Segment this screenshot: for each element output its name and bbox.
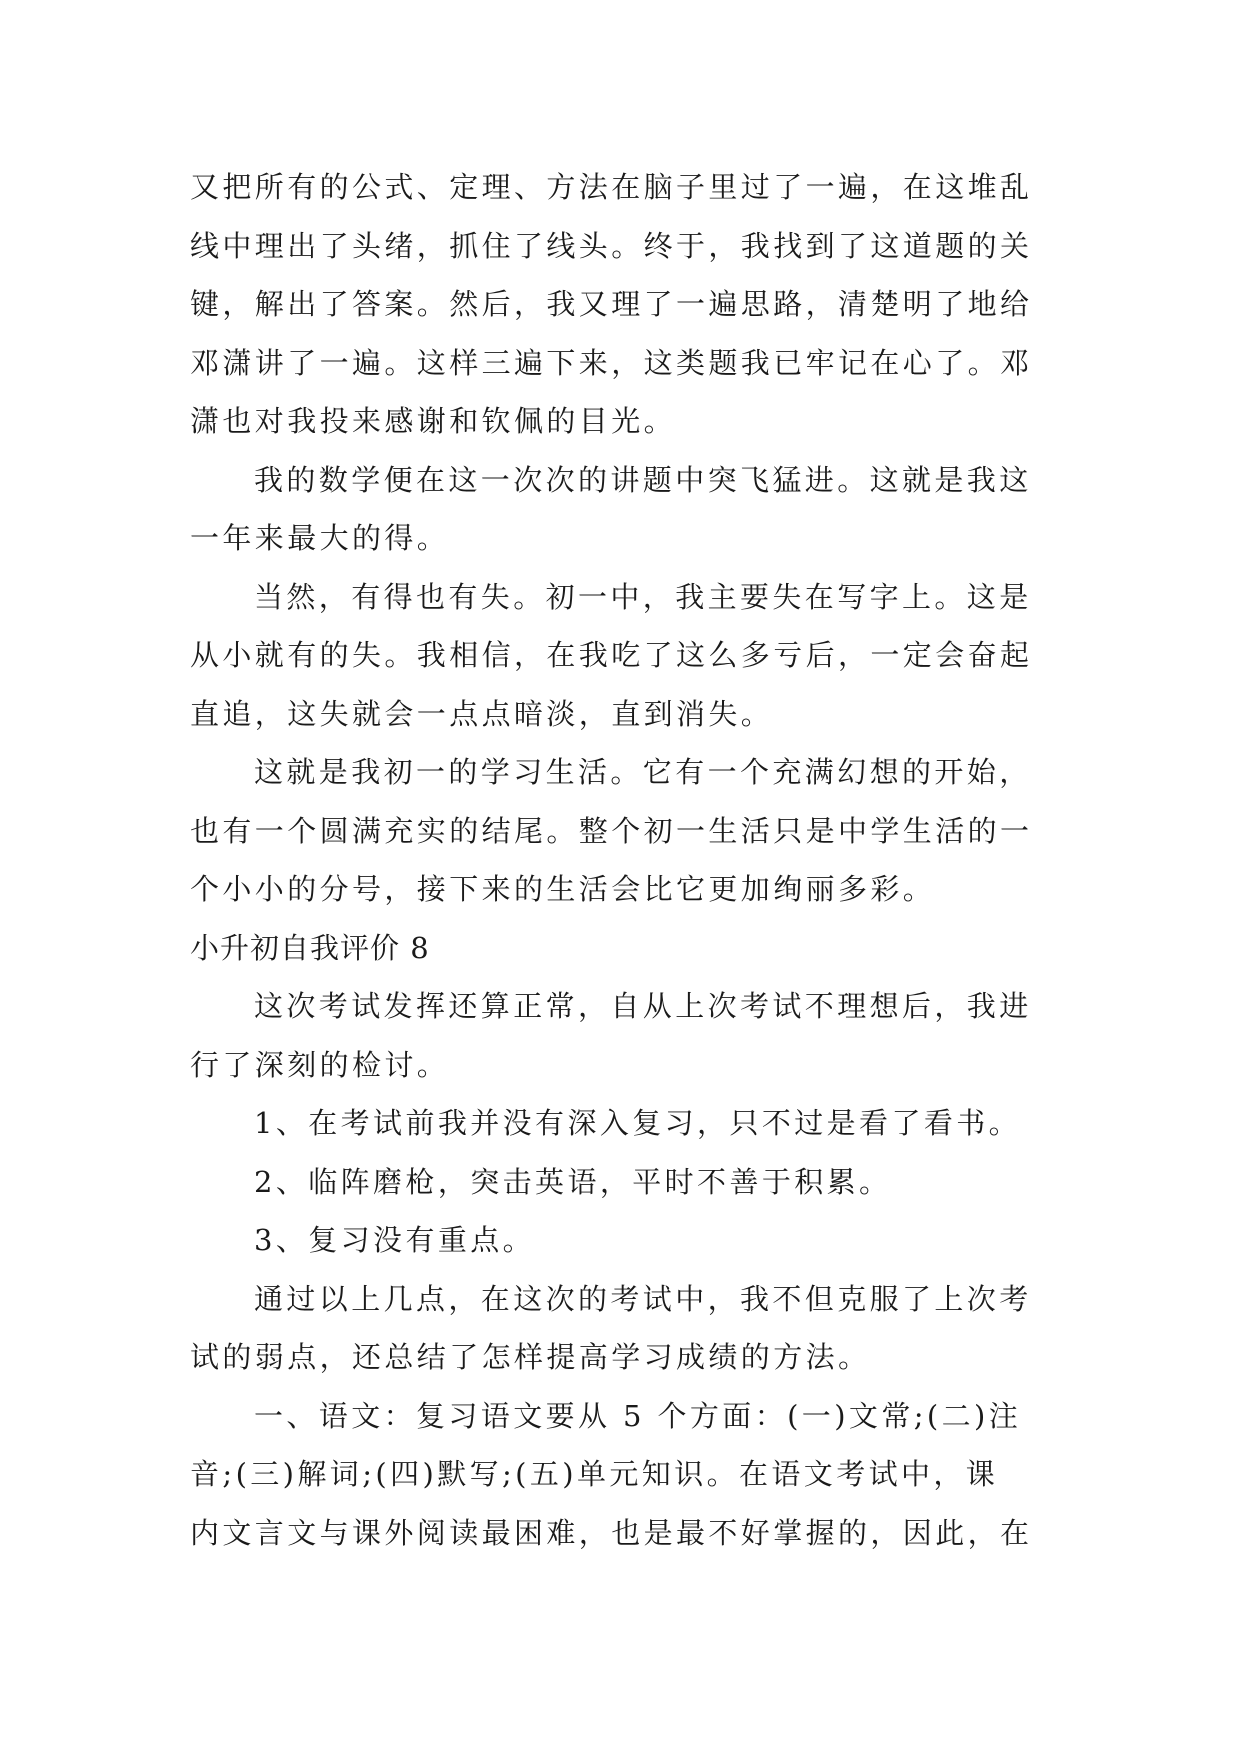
text-line: 行了深刻的检讨。 <box>190 1047 450 1082</box>
section-heading: 小升初自我评价 8 <box>190 930 430 965</box>
list-item: 2、临阵磨枪，突击英语，平时不善于积累。 <box>254 1164 892 1199</box>
text-line: 潇也对我投来感谢和钦佩的目光。 <box>190 404 677 438</box>
text-line: 键，解出了答案。然后，我又理了一遍思路，清楚明了地给 <box>190 287 1033 321</box>
text-line: 当然，有得也有失。初一中，我主要失在写字上。这是 <box>254 579 1032 614</box>
text-line: 一、语文：复习语文要从 5 个方面：(一)文常;(二)注 <box>254 1398 1022 1433</box>
text-line: 通过以上几点，在这次的考试中，我不但克服了上次考 <box>254 1281 1032 1316</box>
text-line: 内文言文与课外阅读最困难，也是最不好掌握的，因此，在 <box>190 1515 1033 1550</box>
text-line: 一年来最大的得。 <box>190 521 450 555</box>
body-text <box>190 158 1070 1562</box>
text-line: 音;(三)解词;(四)默写;(五)单元知识。在语文考试中，课 <box>190 1457 999 1491</box>
text-line: 直追，这失就会一点点暗淡，直到消失。 <box>190 696 774 731</box>
text-line: 线中理出了头绪，抓住了线头。终于，我找到了这道题的关 <box>190 228 1033 263</box>
text-line: 这就是我初一的学习生活。它有一个充满幻想的开始， <box>254 755 1032 789</box>
text-line: 从小就有的失。我相信，在我吃了这么多亏后，一定会奋起 <box>190 638 1033 672</box>
list-item: 3、复习没有重点。 <box>254 1223 536 1257</box>
text-line: 试的弱点，还总结了怎样提高学习成绩的方法。 <box>190 1340 871 1374</box>
text-line: 又把所有的公式、定理、方法在脑子里过了一遍，在这堆乱 <box>190 170 1033 204</box>
list-item: 1、在考试前我并没有深入复习，只不过是看了看书。 <box>254 1106 1022 1140</box>
text-line: 邓潇讲了一遍。这样三遍下来，这类题我已牢记在心了。邓 <box>190 345 1033 380</box>
text-line: 个小小的分号，接下来的生活会比它更加绚丽多彩。 <box>190 872 936 906</box>
text-line: 也有一个圆满充实的结尾。整个初一生活只是中学生活的一 <box>190 813 1033 848</box>
text-line: 我的数学便在这一次次的讲题中突飞猛进。这就是我这 <box>254 462 1032 497</box>
text-line: 这次考试发挥还算正常，自从上次考试不理想后，我进 <box>254 989 1032 1023</box>
